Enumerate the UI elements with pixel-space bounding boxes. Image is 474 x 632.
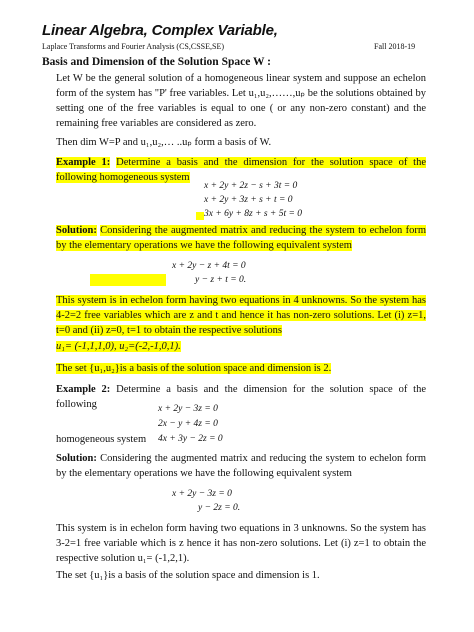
example-2-equation-2: 2x − y + 4z = 0 bbox=[158, 419, 218, 429]
example-2-echelon-2: y − 2z = 0. bbox=[198, 503, 241, 513]
example-2-basis: The set {u₁}is a basis of the solution space and dimension is 1. bbox=[56, 570, 320, 581]
intro-paragraph: Let W be the general solution of a homogeneous linear system and suppose an echelon form of the system has "P' free variables. Let u₁,u₂,……,uₚ be the solutions obtained by setting one of the free variables is equal to one ( or any non-zero constant) and the remaining free variables are considered as zero. bbox=[56, 73, 426, 129]
example-1-basis-text: The set {u₁,u₂}is a basis of the solution space and dimension is 2. bbox=[56, 363, 332, 374]
highlight-mark bbox=[196, 212, 204, 220]
course-subtitle: Laplace Transforms and Fourier Analysis (CS,CSSE,SE) bbox=[42, 42, 224, 51]
example-2-solution-label: Solution: bbox=[56, 453, 97, 464]
example-1-echelon-2: y − z + t = 0. bbox=[195, 275, 247, 285]
example-1-echelon-1: x + 2y − z + 4t = 0 bbox=[172, 261, 246, 271]
example-1-echelon-text: This system is in echelon form having two equations in 4 unknowns. So the system has 4-2=2 free variables which are z and t and hence it has non-zero solutions. Let (i) z=1, t=0 and (ii) z=0, t=1 to obtain the respective solutions bbox=[56, 295, 426, 336]
example-2-text: Determine a basis and the dimension for the solution space of the following bbox=[56, 384, 426, 410]
example-1-solutions bbox=[56, 340, 426, 355]
example-2-label: Example 2: bbox=[56, 384, 111, 395]
example-1-equation-2: x + 2y + 3z + s + t = 0 bbox=[204, 195, 293, 205]
intro-dimension-statement: Then dim W=P and u₁,u₂,… ..uₚ form a basis of W. bbox=[56, 137, 272, 148]
example-1-solutions-text: u₁= (-1,1,1,0), u₂=(-2,-1,0,1). bbox=[56, 341, 181, 352]
example-2-statement bbox=[56, 383, 426, 413]
example-2-echelon-paragraph: This system is in echelon form having two equations in 3 unknowns. So the system has 3-2=1 free variable which is z hence it has non-zero solutions. Let (i) z=1 to obtain the respective solution u₁= (-1,2,1). bbox=[56, 523, 426, 564]
example-2-equation-1: x + 2y − 3z = 0 bbox=[158, 404, 218, 414]
example-2-trailing: homogeneous system bbox=[56, 434, 147, 445]
course-title: Linear Algebra, Complex Variable, bbox=[42, 22, 278, 39]
example-1-equation-1: x + 2y + 2z − s + 3t = 0 bbox=[204, 181, 298, 191]
example-1-echelon-paragraph bbox=[56, 294, 426, 339]
example-2-echelon-1: x + 2y − 3z = 0 bbox=[172, 489, 232, 499]
example-2-solution bbox=[56, 452, 426, 482]
section-heading: Basis and Dimension of the Solution Space W : bbox=[42, 56, 271, 68]
example-1-basis bbox=[56, 362, 426, 377]
example-1-text: Determine a basis and the dimension for the solution space of the following homogeneous system bbox=[56, 157, 426, 183]
example-1-equation-3: 3x + 6y + 8z + s + 5t = 0 bbox=[204, 209, 303, 219]
highlight-mark bbox=[90, 274, 166, 286]
example-1-solution-label: Solution: bbox=[56, 225, 97, 236]
example-2-equation-3: 4x + 3y − 2z = 0 bbox=[158, 434, 223, 444]
example-1-solution bbox=[56, 224, 426, 254]
example-2-solution-text: Considering the augmented matrix and reducing the system to echelon form by the elementary operations we have the following equivalent system bbox=[56, 453, 427, 479]
example-1-solution-text: Considering the augmented matrix and reducing the system to echelon form by the elementary operations we have the following equivalent system bbox=[56, 225, 427, 251]
example-1-label: Example 1: bbox=[56, 157, 111, 168]
semester-label: Fall 2018-19 bbox=[374, 42, 416, 51]
